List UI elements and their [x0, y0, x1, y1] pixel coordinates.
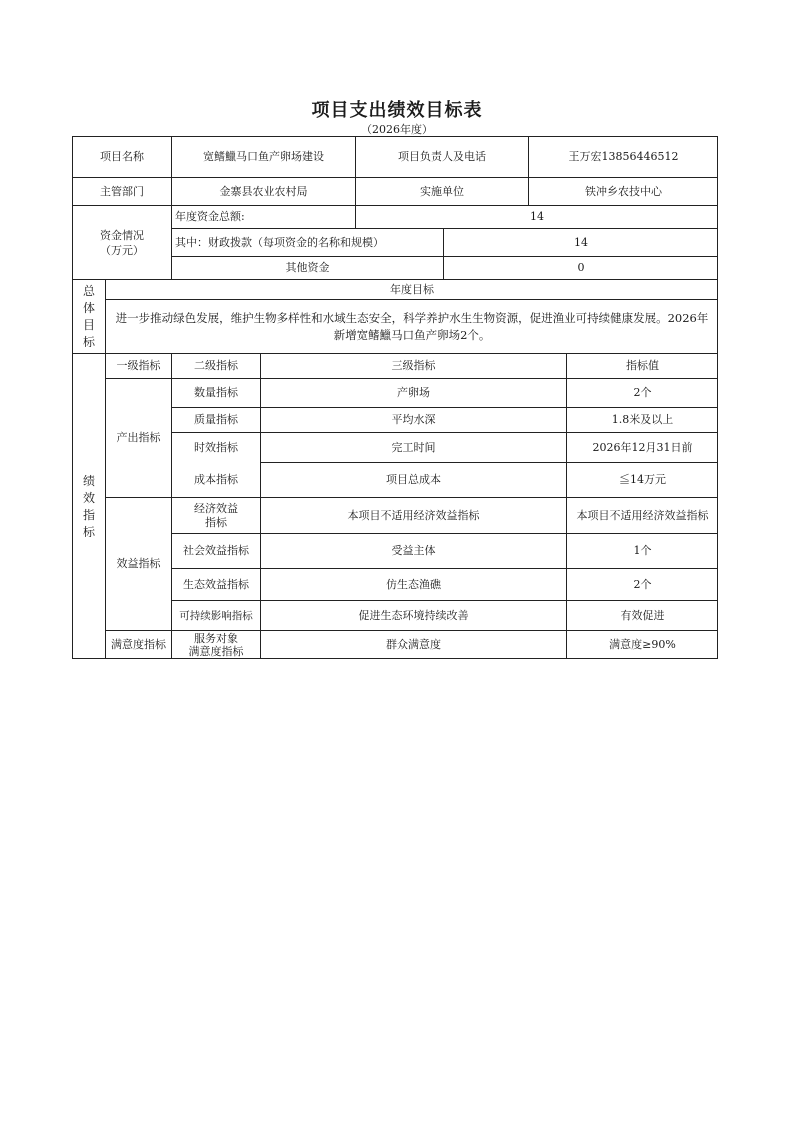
header-value: 指标值 — [566, 353, 718, 378]
funds-other-value: 0 — [443, 256, 718, 279]
funds-total-label: 年度资金总额: — [171, 205, 355, 228]
indicator-level3: 促进生态环境持续改善 — [260, 600, 566, 630]
funds-total-value: 14 — [355, 205, 718, 228]
indicators-side-label — [72, 353, 105, 659]
page-title: 项目支出绩效目标表 — [311, 100, 483, 121]
annual-goal-header: 年度目标 — [105, 279, 718, 299]
indicator-value: ≦14万元 — [566, 462, 718, 497]
manager-label: 项目负责人及电话 — [355, 136, 528, 177]
indicator-level3: 受益主体 — [260, 533, 566, 568]
implementer-value: 铁冲乡农技中心 — [528, 177, 718, 205]
indicator-value: 2个 — [566, 568, 718, 600]
indicator-level3: 本项目不适用经济效益指标 — [260, 497, 566, 533]
implementer-label: 实施单位 — [355, 177, 528, 205]
side-char: 总 — [82, 283, 95, 298]
side-char: 绩 — [82, 473, 95, 488]
funds-fiscal-label: 其中：财政拨款（每项资金的名称和规模） — [171, 228, 443, 256]
indicator-level2: 可持续影响指标 — [171, 600, 260, 630]
page-subtitle: （2026年度） — [361, 123, 433, 136]
indicator-level2: 生态效益指标 — [171, 568, 260, 600]
funds-fiscal-value: 14 — [443, 228, 718, 256]
indicator-level2: 时效指标 — [171, 432, 260, 462]
indicator-level2: 经济效益 指标 — [171, 497, 260, 533]
indicator-level3: 项目总成本 — [260, 462, 566, 497]
indicator-level3: 仿生态渔礁 — [260, 568, 566, 600]
indicator-level2: 服务对象 满意度指标 — [171, 630, 260, 659]
group-satisfaction-label: 满意度指标 — [105, 630, 171, 659]
indicator-value: 2个 — [566, 378, 718, 407]
side-char: 目 — [82, 317, 95, 332]
side-char: 效 — [82, 490, 95, 505]
indicator-level2: 社会效益指标 — [171, 533, 260, 568]
indicator-value: 2026年12月31日前 — [566, 432, 718, 462]
funds-label — [72, 205, 171, 279]
side-char: 标 — [82, 334, 95, 349]
department-value: 金寨县农业农村局 — [171, 177, 355, 205]
header-level2: 二级指标 — [171, 353, 260, 378]
indicator-level3: 群众满意度 — [260, 630, 566, 659]
header-level3: 三级指标 — [260, 353, 566, 378]
project-name-label: 项目名称 — [72, 136, 171, 177]
side-char: 标 — [82, 524, 95, 539]
group-output-label: 产出指标 — [105, 378, 171, 497]
project-name-value: 宽鳍鱲马口鱼产卵场建设 — [171, 136, 355, 177]
overall-goal-side-label — [72, 279, 105, 353]
indicator-level2: 成本指标 — [171, 462, 260, 497]
indicator-value: 满意度≥90% — [566, 630, 718, 659]
indicator-level2: 质量指标 — [171, 407, 260, 432]
side-char: 体 — [82, 300, 95, 315]
indicator-level2: 数量指标 — [171, 378, 260, 407]
manager-value: 王万宏13856446512 — [528, 136, 718, 177]
funds-label-line1: 资金情况 — [100, 228, 144, 242]
side-char: 指 — [82, 507, 95, 522]
indicator-value: 1个 — [566, 533, 718, 568]
indicator-value: 有效促进 — [566, 600, 718, 630]
funds-other-label: 其他资金 — [171, 256, 443, 279]
header-level1: 一级指标 — [105, 353, 171, 378]
indicator-level3: 完工时间 — [260, 432, 566, 462]
group-benefit-label: 效益指标 — [105, 497, 171, 630]
indicator-level3: 平均水深 — [260, 407, 566, 432]
funds-label-line2: （万元） — [100, 243, 144, 257]
annual-goal-text: 进一步推动绿色发展，维护生物多样性和水域生态安全，科学养护水生生物资源，促进渔业可持续健康发展。2026年新增宽鳍鱲马口鱼产卵场2个。 — [105, 299, 718, 353]
indicator-value: 1.8米及以上 — [566, 407, 718, 432]
department-label: 主管部门 — [72, 177, 171, 205]
indicator-value: 本项目不适用经济效益指标 — [566, 497, 718, 533]
indicator-level3: 产卵场 — [260, 378, 566, 407]
